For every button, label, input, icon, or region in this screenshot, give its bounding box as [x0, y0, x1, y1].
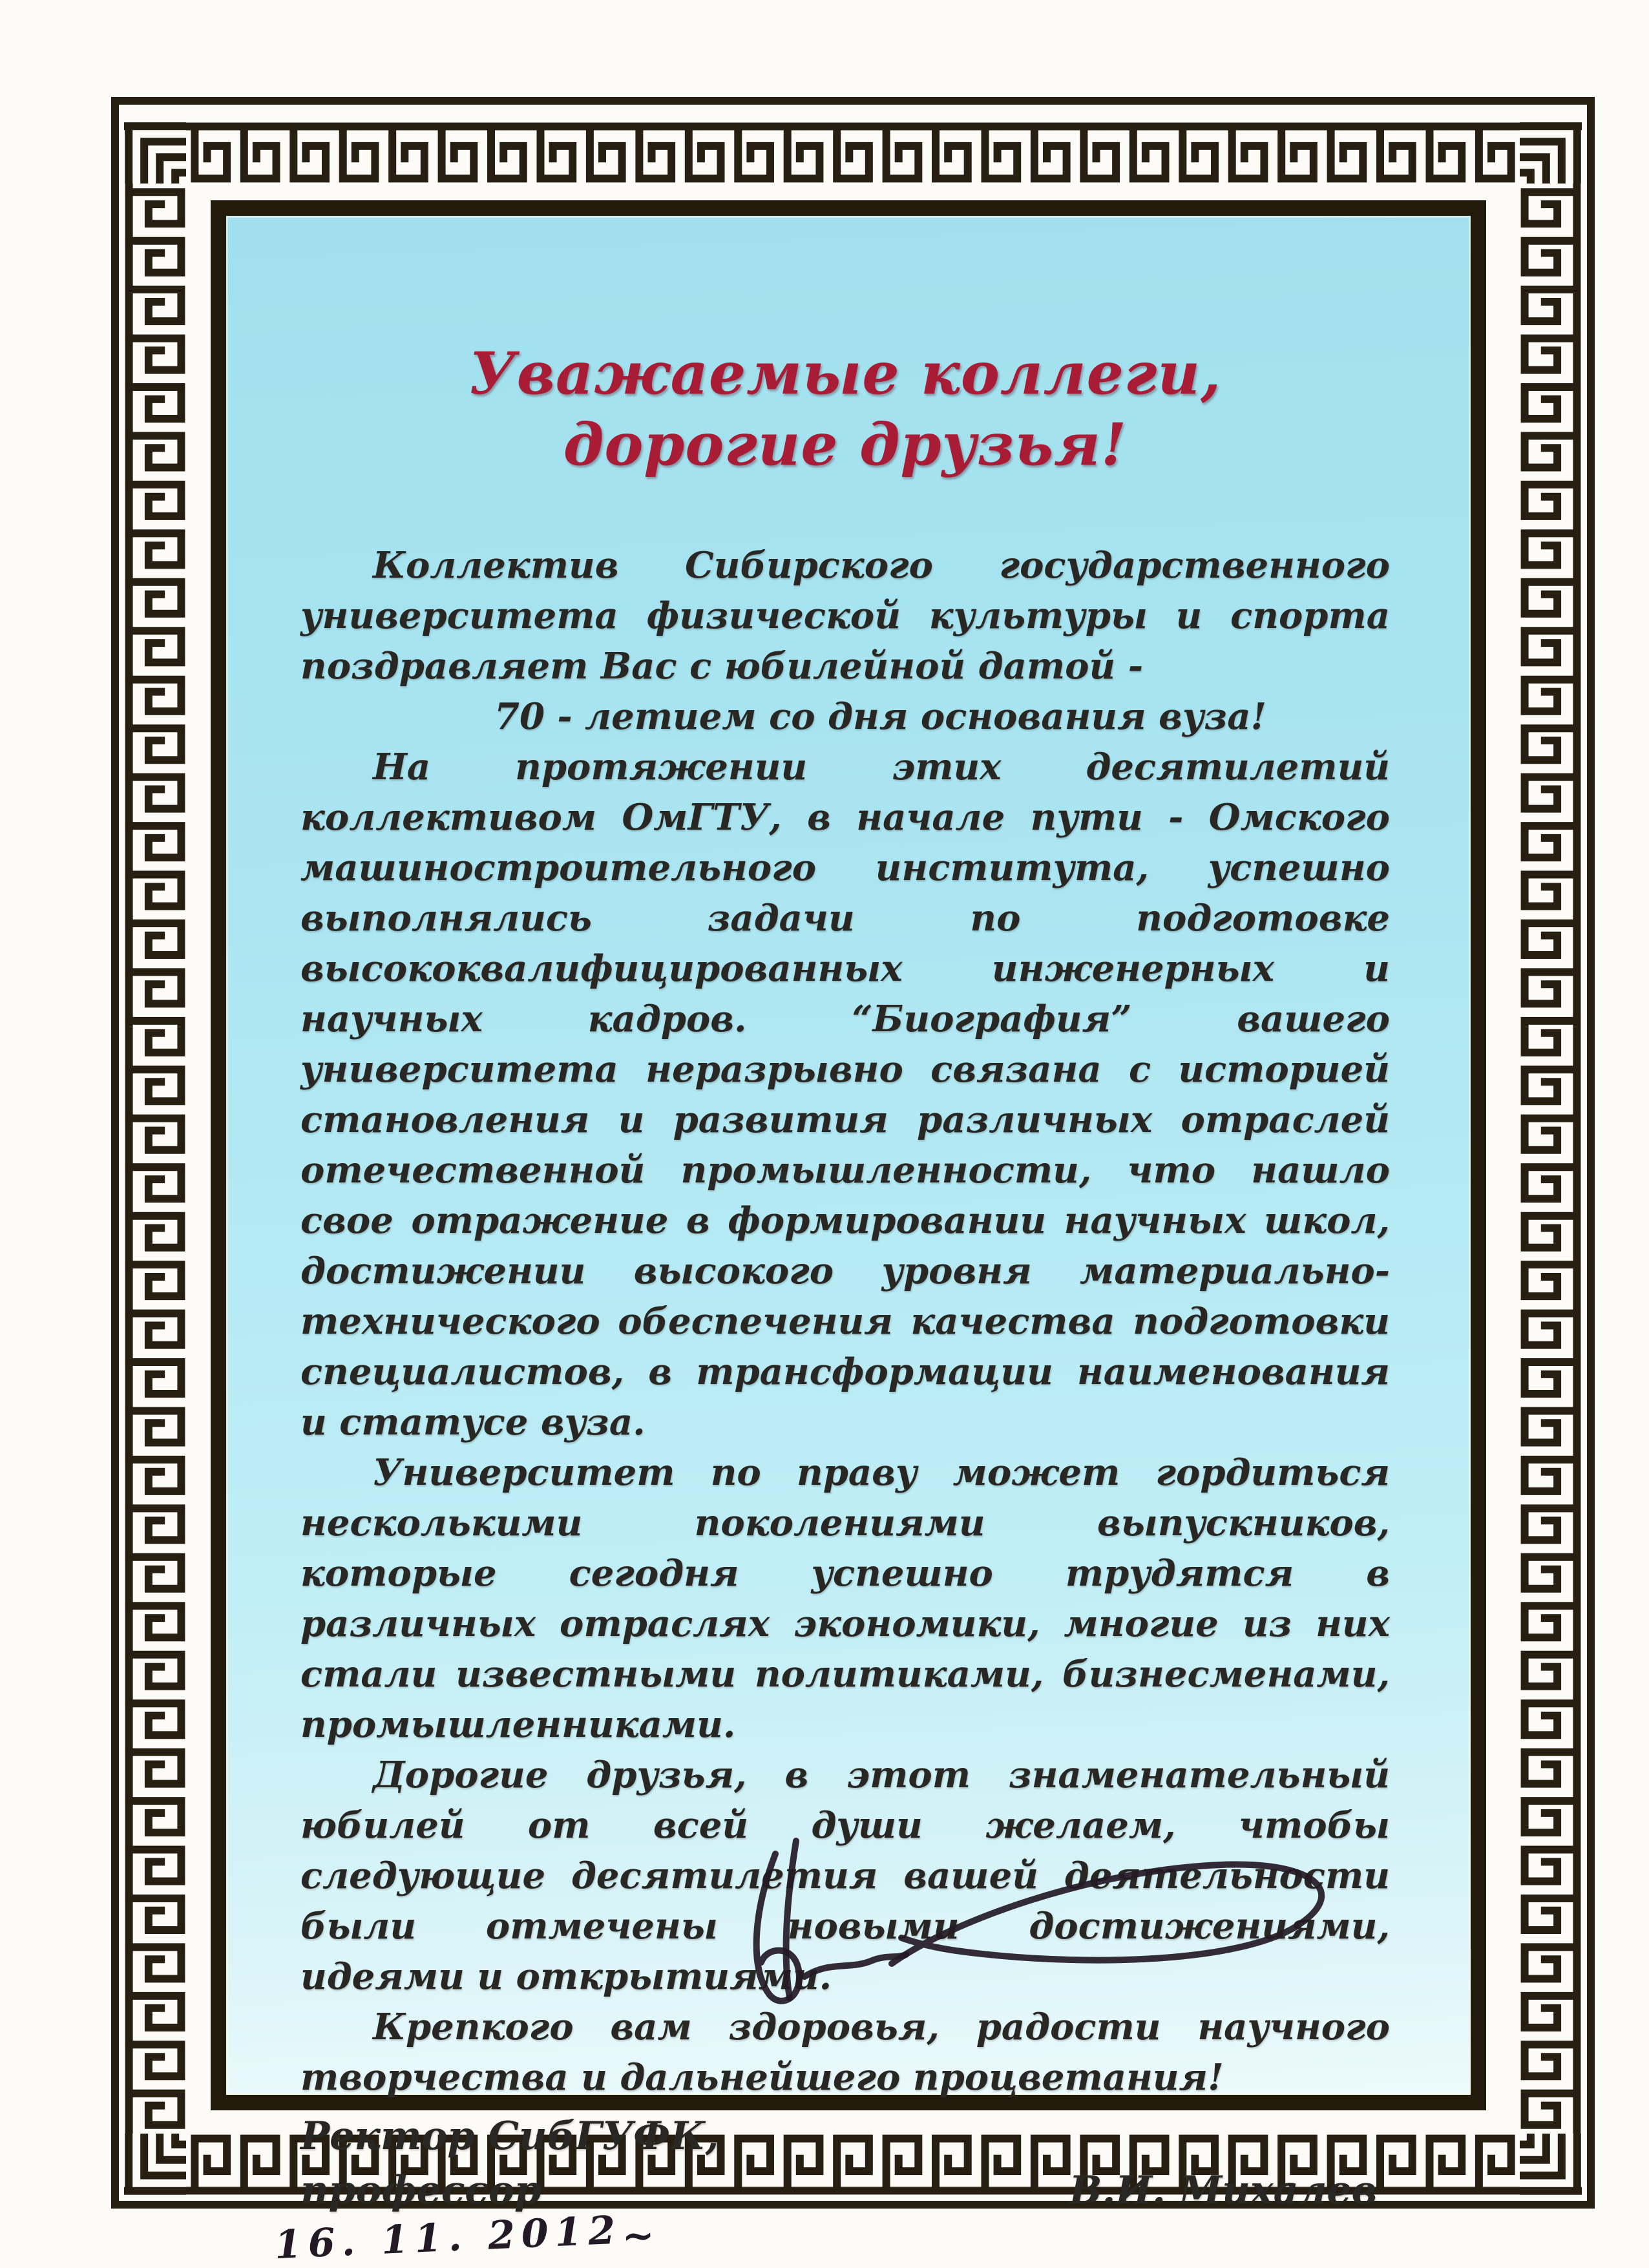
letter-paragraph: На протяжении этих десятилетий коллективом ОмГТУ, в начале пути - Омского машиностроительного института, успешно выполнялись задачи по подготовке высококвалифицированных инженерных и научных кадров. “Биография” вашего университета неразрывно связана с историей становления и развития различных отраслей отечественной промышленности, что нашло свое отражение в формировании научных школ, достижении высокого уровня материально-технического обеспечения качества подготовки специалистов, в трансформации наименования и статусе вуза. — [300, 745, 1390, 1444]
letter-body-panel — [226, 216, 1471, 2268]
signoff-position-line-2: профессор — [300, 2167, 541, 2213]
letter-title — [300, 339, 1390, 481]
handwritten-date-text: 16. 11. 2012 — [273, 2207, 623, 2268]
letter-paragraph: Крепкого вам здоровья, радости научного творчества и дальнейшего процветания! — [300, 2005, 1390, 2099]
signoff-position-line-1: Ректор СибГУФК, — [300, 2113, 719, 2159]
signature-ink — [678, 1831, 1376, 2012]
date-flourish: ~ — [620, 2212, 656, 2260]
letter-paragraph: Коллектив Сибирского государственного университета физической культуры и спорта поздравляет Вас с юбилейной датой - — [300, 543, 1390, 688]
jubilee-line: 70 - летием со дня основания вуза! — [494, 695, 1267, 738]
signoff-position — [300, 2109, 719, 2218]
title-line-1: Уважаемые коллеги, — [468, 339, 1222, 408]
letter-paragraph: Университет по праву может гордиться несколькими поколениями выпускников, которые сегодня успешно трудятся в различных отраслях экономики, многие из них стали известными политиками, бизнесменами, промышленниками. — [300, 1451, 1390, 1746]
title-line-2: дорогие друзья! — [563, 410, 1128, 479]
signoff-name: В.И. Михалев — [1069, 2167, 1377, 2213]
letter-paragraph: Дорогие друзья, в этот знаменательный юбилей от всей души желаем, чтобы следующие десятилетия вашей деятельности были отмечены новыми достижениями, идеями и открытиями. — [300, 1753, 1390, 1998]
